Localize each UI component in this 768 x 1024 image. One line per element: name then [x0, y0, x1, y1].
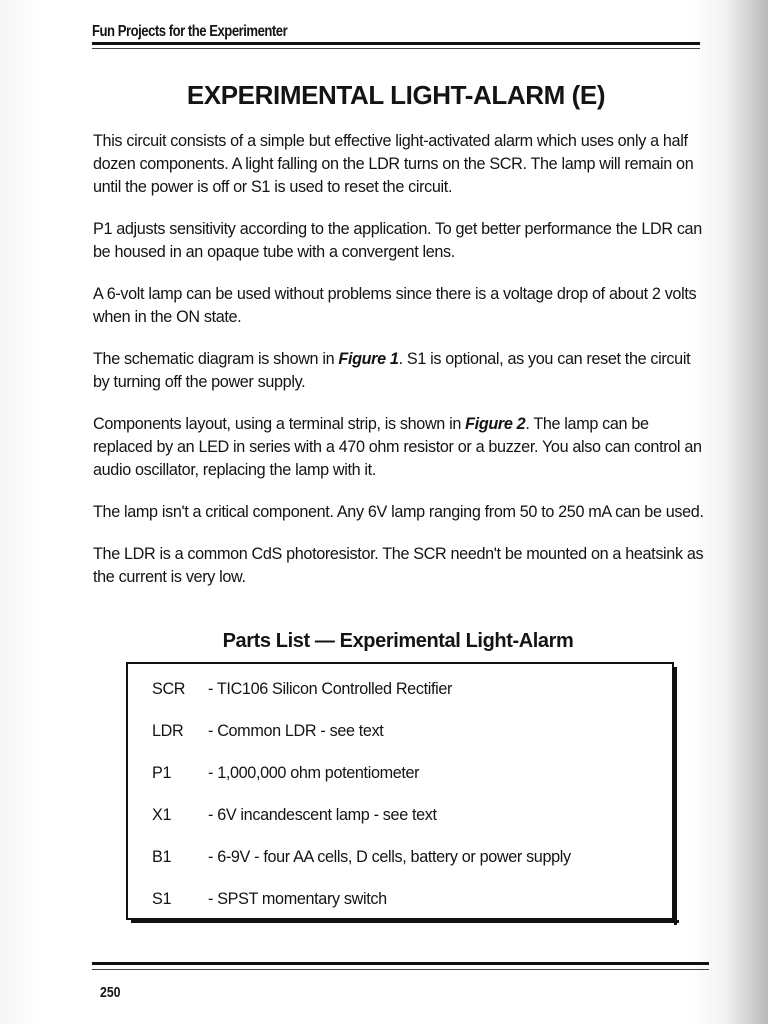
running-head: Fun Projects for the Experimenter — [92, 23, 288, 40]
parts-list-item — [152, 722, 383, 741]
paragraph-lamp-voltage: A 6-volt lamp can be used without problems since there is a voltage drop of about 2 volts when in the ON state. — [93, 285, 697, 326]
paragraph-schematic-before: The schematic diagram is shown in — [93, 350, 339, 368]
footer-rule — [92, 962, 709, 965]
part-reference: LDR — [152, 722, 184, 740]
parts-list-box — [126, 662, 674, 920]
paragraph-layout-after: . The lamp can be replaced by an LED in series with a 470 ohm resistor or a buzzer. You also can control an audio oscillator, replacing the lamp with it. — [93, 415, 702, 479]
part-reference: SCR — [152, 680, 186, 698]
parts-list-item — [152, 806, 437, 825]
part-reference: B1 — [152, 848, 172, 866]
paragraph-layout — [93, 413, 705, 482]
part-description: - 6-9V - four AA cells, D cells, battery or power supply — [208, 848, 571, 866]
part-description: - 1,000,000 ohm potentiometer — [208, 764, 420, 782]
article-body — [93, 130, 705, 608]
figure-2-reference: Figure 2 — [465, 415, 526, 433]
paragraph-ldr: The LDR is a common CdS photoresistor. The SCR needn't be mounted on a heatsink as the current is very low. — [93, 545, 704, 586]
paragraph-intro: This circuit consists of a simple but effective light-activated alarm which uses only a half dozen components. A light falling on the LDR turns on the SCR. The lamp will remain on until the power is off or S1 is used to reset the circuit. — [93, 132, 694, 196]
header-rule — [92, 42, 700, 45]
part-description: - 6V incandescent lamp - see text — [208, 806, 437, 824]
part-reference: X1 — [152, 806, 172, 824]
part-description: - Common LDR - see text — [208, 722, 384, 740]
part-reference: S1 — [152, 890, 172, 908]
paragraph-lamp-rating: The lamp isn't a critical component. Any 6V lamp ranging from 50 to 250 mA can be used. — [93, 503, 704, 521]
paragraph-layout-before: Components layout, using a terminal strip, is shown in — [93, 415, 466, 433]
figure-1-reference: Figure 1 — [338, 350, 399, 368]
paragraph-schematic — [93, 348, 705, 394]
part-description: - SPST momentary switch — [208, 890, 387, 908]
paragraph-schematic-after: . S1 is optional, as you can reset the circuit by turning off the power supply. — [93, 350, 691, 391]
paragraph-sensitivity: P1 adjusts sensitivity according to the application. To get better performance the LDR can be housed in an opaque tube with a convergent lens. — [93, 220, 702, 261]
footer-rule-thin — [92, 969, 709, 970]
header-rule-thin — [92, 48, 700, 49]
parts-list-item — [152, 890, 387, 909]
part-description: - TIC106 Silicon Controlled Rectifier — [208, 680, 453, 698]
parts-list-item — [152, 848, 571, 867]
page-number: 250 — [100, 984, 121, 1001]
parts-list-title: Parts List — Experimental Light-Alarm — [222, 630, 574, 652]
part-reference: P1 — [152, 764, 172, 782]
parts-list-item — [152, 764, 419, 783]
article-title: EXPERIMENTAL LIGHT-ALARM (E) — [186, 80, 606, 110]
parts-list-item — [152, 680, 452, 699]
